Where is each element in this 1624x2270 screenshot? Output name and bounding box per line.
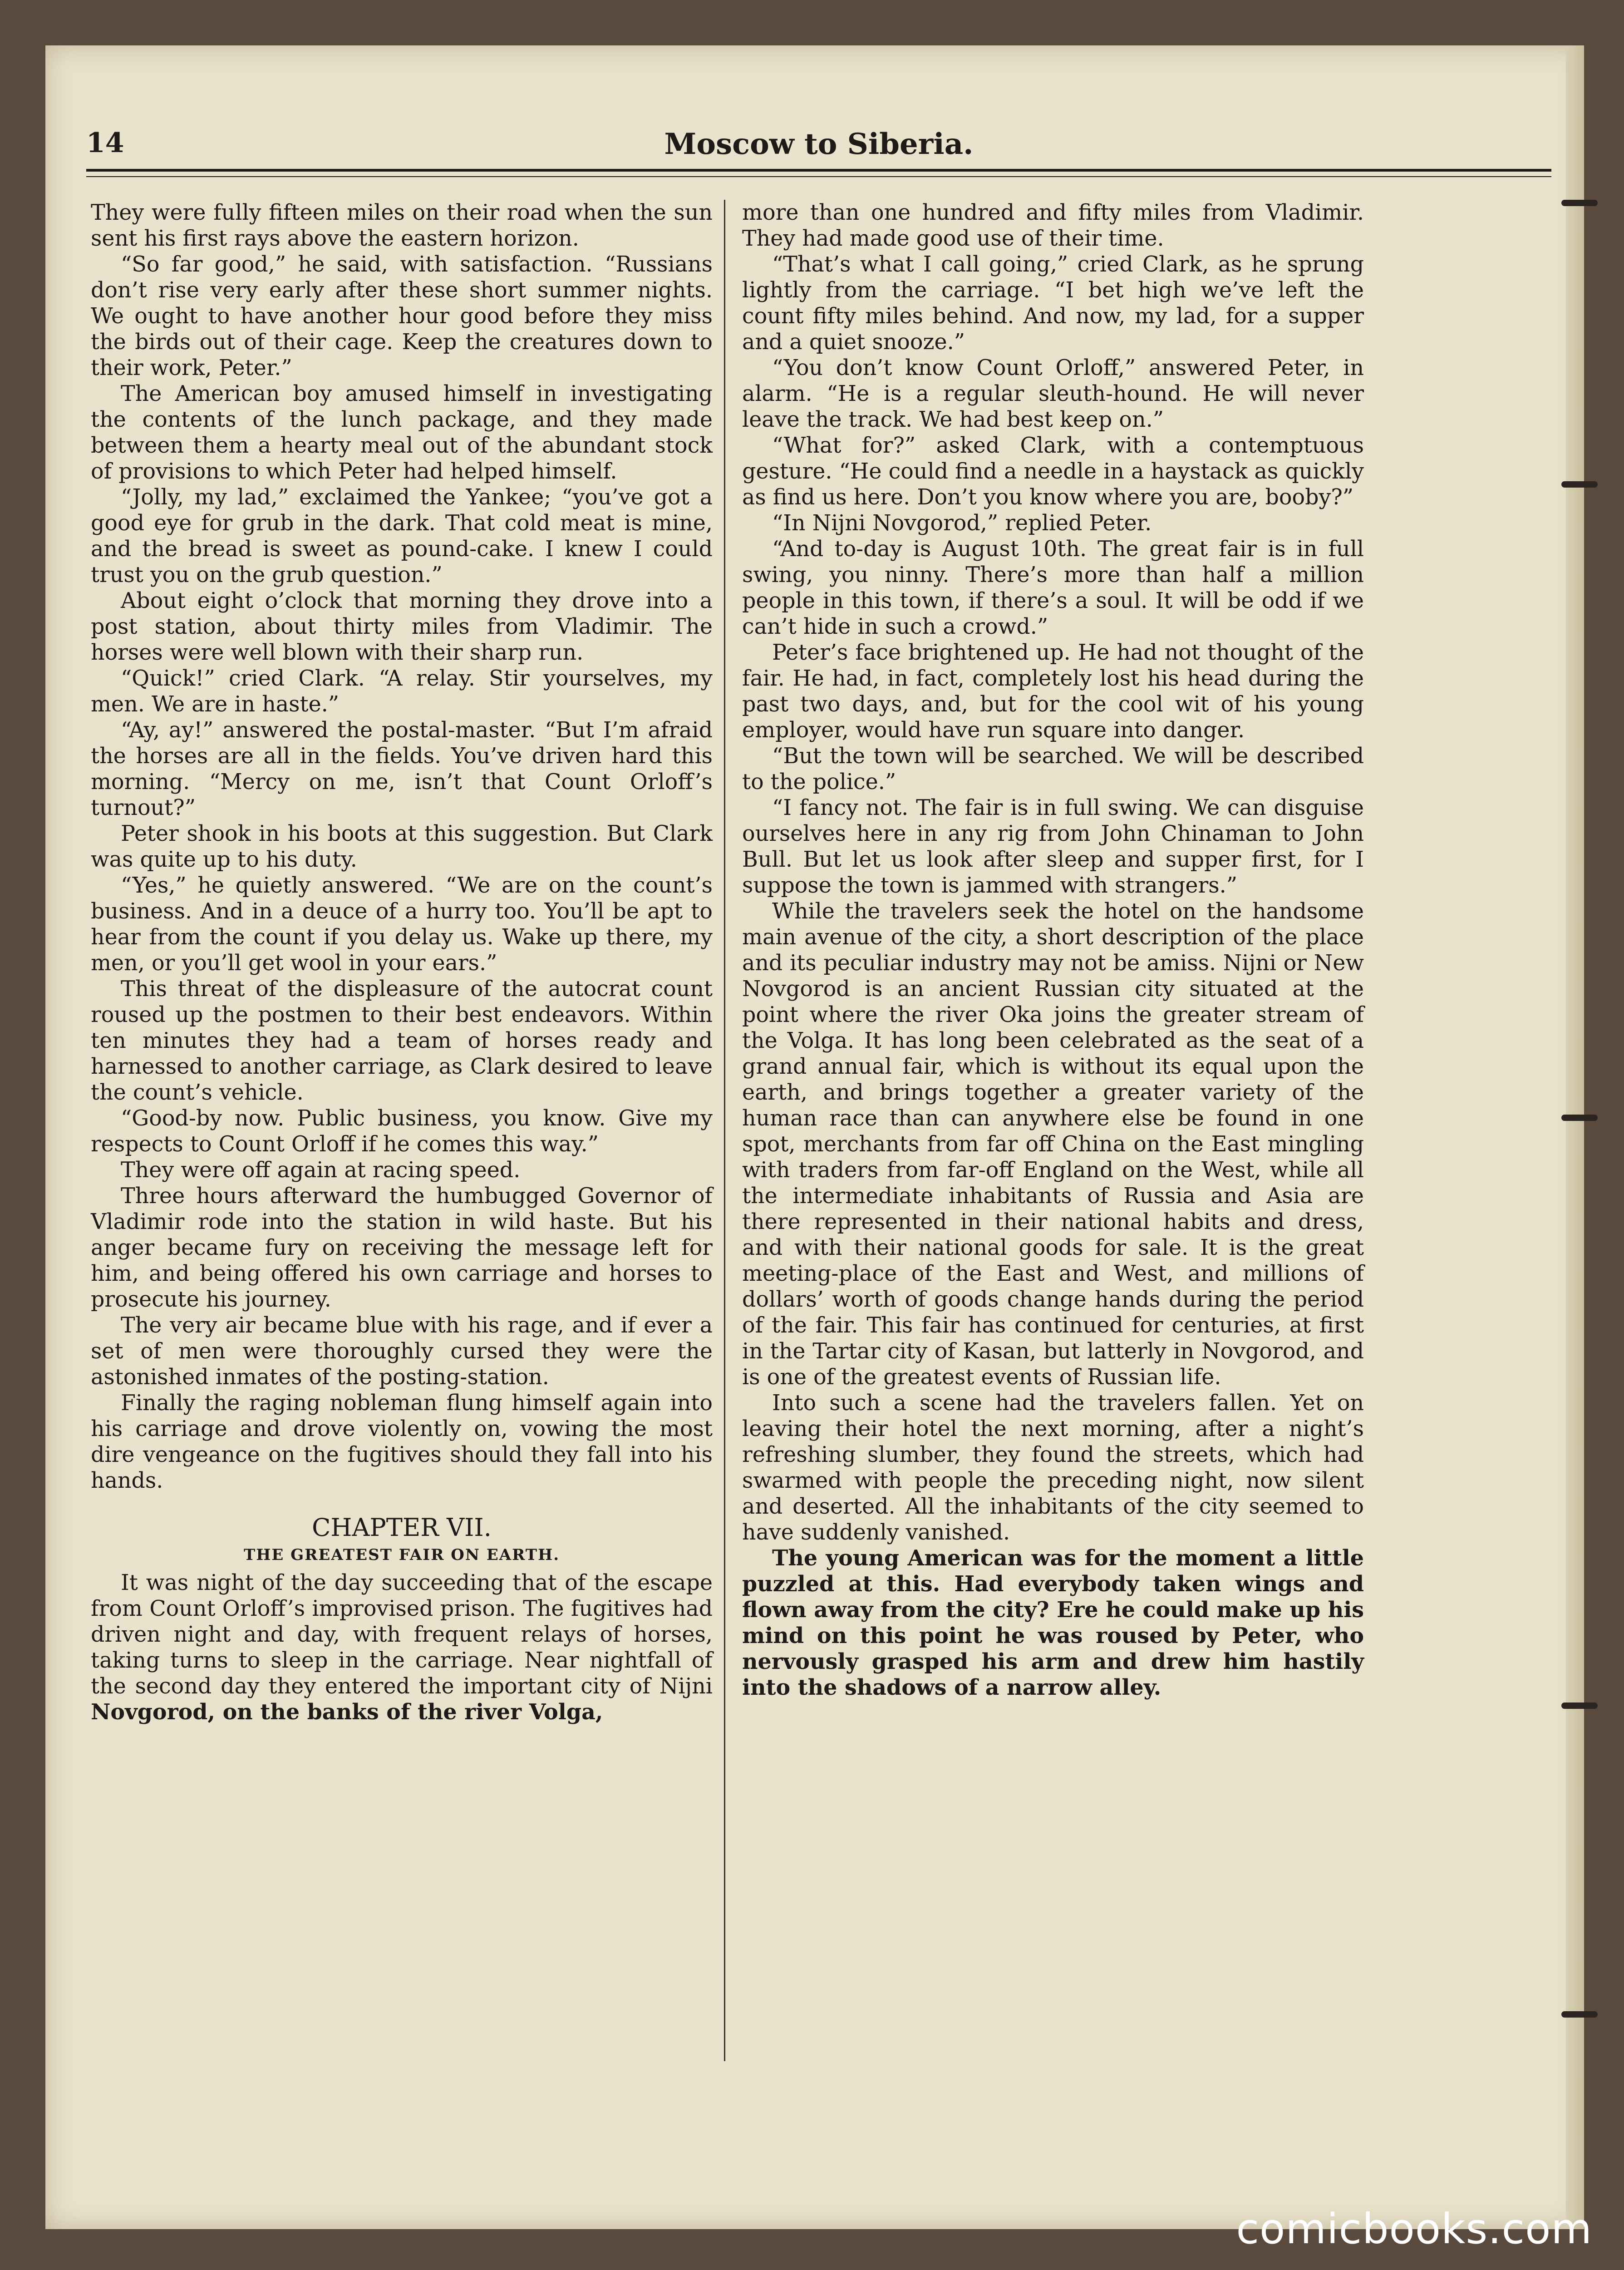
chapter-opening-paragraph	[91, 1570, 713, 1725]
paragraph: “Good-by now. Public business, you know. Give my respects to Count Orloff if he comes this way.”	[91, 1106, 713, 1157]
paragraph: more than one hundred and fifty miles from Vladimir. They had made good use of their time.	[742, 200, 1364, 251]
paragraph: Three hours afterward the humbugged Governor of Vladimir rode into the station in wild haste. But his anger became fury on receiving the message left for him, and being offered his own carriage and horses to prosecute his journey.	[91, 1184, 713, 1312]
page-number: 14	[86, 127, 124, 159]
paragraph: “And to-day is August 10th. The great fair is in full swing, you ninny. There’s more than half a million people in this town, if there’s a soul. It will be odd if we can’t hide in such a crowd.”	[742, 537, 1364, 639]
paragraph: “I fancy not. The fair is in full swing. We can disguise ourselves here in any rig from John Chinaman to John Bull. But let us look after sleep and supper first, for I suppose the town is jammed with strangers.”	[742, 795, 1364, 898]
site-watermark: comicbooks.com	[1236, 2205, 1592, 2253]
paragraph: About eight o’clock that morning they drove into a post station, about thirty miles from Vladimir. The horses were well blown with their sharp run.	[91, 588, 713, 665]
right-column	[742, 200, 1364, 2107]
paragraph: Into such a scene had the travelers fallen. Yet on leaving their hotel the next morning, after a night’s refreshing slumber, they found the streets, which had swarmed with people the preceding night, now silent and deserted. All the inhabitants of the city seemed to have suddenly vanished.	[742, 1391, 1364, 1545]
page-edge	[1566, 45, 1584, 2229]
paragraph: Finally the raging nobleman flung himself again into his carriage and drove violently on, vowing the most dire vengeance on the fugitives should they fall into his hands.	[91, 1391, 713, 1493]
paragraph: They were fully fifteen miles on their road when the sun sent his first rays above the eastern horizon.	[91, 200, 713, 251]
running-title: Moscow to Siberia.	[664, 127, 974, 161]
paragraph: The very air became blue with his rage, and if ever a set of men were thoroughly cursed they were the astonished inmates of the posting-station.	[91, 1313, 713, 1390]
paragraph: “Jolly, my lad,” exclaimed the Yankee; “you’ve got a good eye for grub in the dark. That cold meat is mine, and the bread is sweet as pound-cake. I knew I could trust you on the grub question.”	[91, 485, 713, 587]
binding-staple	[1561, 1702, 1598, 1709]
paragraph: The young American was for the moment a little puzzled at this. Had everybody taken wings and flown away from the city? Ere he could make up his mind on this point he was roused by Peter, who nervously grasped his arm and drew him hastily into the shadows of a narrow alley.	[742, 1545, 1364, 1700]
paragraph: “That’s what I call going,” cried Clark, as he sprung lightly from the carriage. “I bet high we’ve left the count fifty miles behind. And now, my lad, for a supper and a quiet snooze.”	[742, 252, 1364, 355]
page-header	[86, 123, 1551, 159]
paragraph: Peter’s face brightened up. He had not thought of the fair. He had, in fact, completely lost his head during the past two days, and, but for the cool wit of his young employer, would have run square into danger.	[742, 640, 1364, 743]
binding-staple	[1561, 1115, 1598, 1121]
paragraph: Peter shook in his boots at this suggestion. But Clark was quite up to his duty.	[91, 821, 713, 872]
binding-staple	[1561, 2011, 1598, 2018]
paragraph: “Yes,” he quietly answered. “We are on the count’s business. And in a deuce of a hurry too. You’ll be apt to hear from the count if you delay us. Wake up there, my men, or you’ll get wool in your ears.”	[91, 873, 713, 976]
chapter-heading: CHAPTER VII.	[312, 1513, 492, 1542]
paragraph: “So far good,” he said, with satisfaction. “Russians don’t rise very early after these short summer nights. We ought to have another hour good before they miss the birds out of their cage. Keep the creatures down to their work, Peter.”	[91, 252, 713, 380]
left-column	[91, 200, 713, 2107]
paragraph: “But the town will be searched. We will be described to the police.”	[742, 744, 1364, 794]
paragraph: They were off again at racing speed.	[121, 1158, 521, 1183]
paragraph: “Quick!” cried Clark. “A relay. Stir yourselves, my men. We are in haste.”	[91, 666, 713, 717]
paragraph-text-bold: Novgorod, on the banks of the river Volga,	[91, 1699, 603, 1725]
paragraph: “What for?” asked Clark, with a contemptuous gesture. “He could find a needle in a haystack as quickly as find us here. Don’t you know where you are, booby?”	[742, 433, 1364, 510]
paragraph: “You don’t know Count Orloff,” answered Peter, in alarm. “He is a regular sleuth-hound. He will never leave the track. We had best keep on.”	[742, 355, 1364, 432]
binding-staple	[1561, 200, 1598, 206]
chapter-subtitle: THE GREATEST FAIR ON EARTH.	[243, 1546, 560, 1564]
paragraph-text: It was night of the day succeeding that of the escape from Count Orloff’s improvised prison. The fugitives had driven night and day, with frequent relays of horses, taking turns to sleep in the carriage. Near nightfall of the second day they entered the important city of Nijni	[91, 1570, 713, 1699]
binding-staple	[1561, 481, 1598, 488]
paragraph: While the travelers seek the hotel on the handsome main avenue of the city, a short description of the place and its peculiar industry may not be amiss. Nijni or New Novgorod is an ancient Russian city situated at the point where the river Oka joins the greater stream of the Volga. It has long been celebrated as the seat of a grand annual fair, which is without its equal upon the earth, and brings together a greater variety of the human race than can anywhere else be found in one spot, merchants from far off China on the East mingling with traders from far-off England on the West, while all the intermediate inhabitants of Russia and Asia are there represented in their national habits and dress, and with their national goods for sale. It is the great meeting-place of the East and West, and millions of dollars’ worth of goods change hands during the period of the fair. This fair has continued for centuries, at first in the Tartar city of Kasan, but latterly in Novgorod, and is one of the greatest events of Russian life.	[742, 899, 1364, 1390]
paragraph: The American boy amused himself in investigating the contents of the lunch package, and they made between them a hearty meal out of the abundant stock of provisions to which Peter had helped himself.	[91, 381, 713, 484]
paragraph: This threat of the displeasure of the autocrat count roused up the postmen to their best endeavors. Within ten minutes they had a team of horses ready and harnessed to another carriage, as Clark desired to leave the count’s vehicle.	[91, 977, 713, 1105]
header-rule	[86, 169, 1551, 177]
column-divider	[724, 200, 725, 2061]
paragraph: “In Nijni Novgorod,” replied Peter.	[772, 511, 1152, 536]
paragraph: “Ay, ay!” answered the postal-master. “But I’m afraid the horses are all in the fields. You’ve driven hard this morning. “Mercy on me, isn’t that Count Orloff’s turnout?”	[91, 718, 713, 820]
